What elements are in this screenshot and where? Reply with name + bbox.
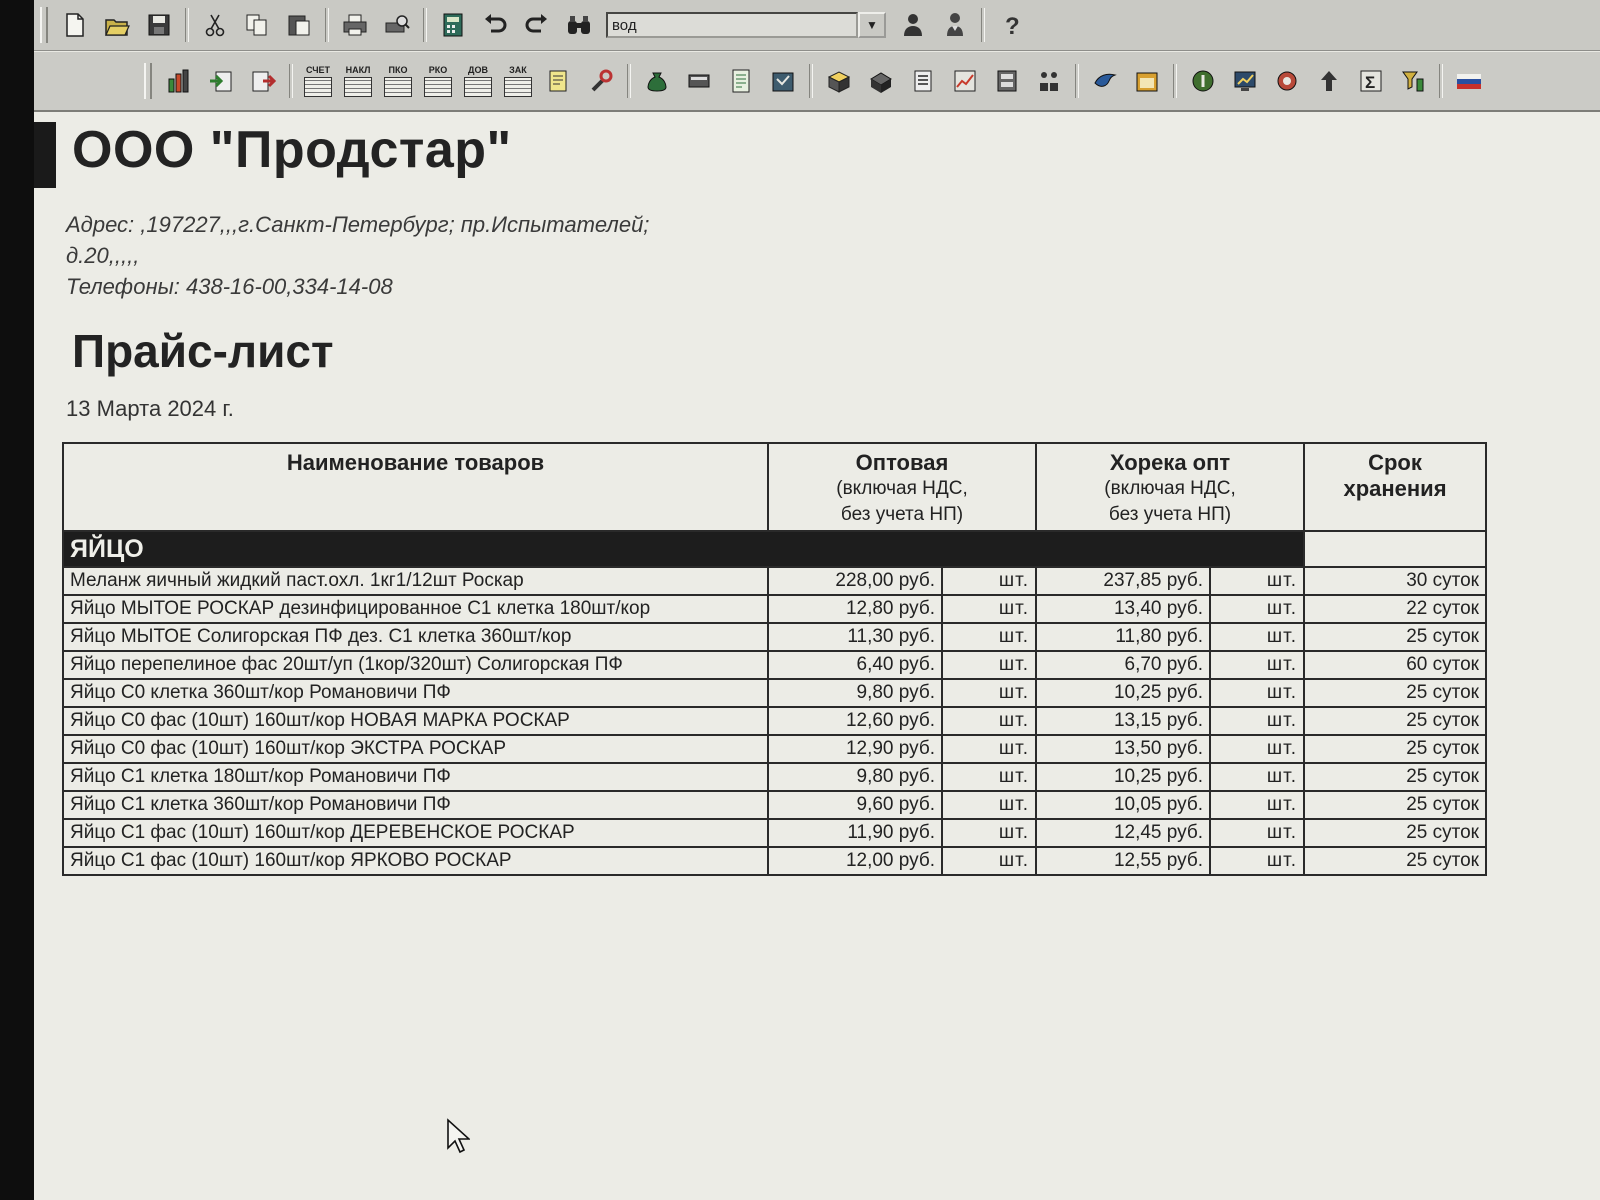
toolbar-separator bbox=[325, 8, 329, 42]
standard-toolbar bbox=[34, 0, 1600, 51]
expense-order-button[interactable] bbox=[422, 64, 454, 98]
price-table bbox=[62, 442, 1487, 876]
stats-button[interactable] bbox=[161, 63, 197, 99]
invoice-label: СЧЕТ bbox=[305, 65, 331, 75]
horeca-price-cell: 6,70 руб. bbox=[1036, 651, 1210, 679]
shelf-life-cell: 25 суток bbox=[1304, 791, 1486, 819]
wholesale-unit-cell: шт. bbox=[942, 595, 1036, 623]
horeca-unit-cell: шт. bbox=[1210, 679, 1304, 707]
wholesale-price-cell: 12,80 руб. bbox=[768, 595, 942, 623]
cut-button[interactable] bbox=[197, 7, 233, 43]
column-header-horeca-note-1: (включая НДС, bbox=[1104, 478, 1236, 499]
import-button[interactable] bbox=[203, 63, 239, 99]
column-header-shelf-life-line-2: хранения bbox=[1343, 476, 1447, 501]
table-row[interactable] bbox=[63, 679, 1486, 707]
print-button[interactable] bbox=[337, 7, 373, 43]
cash-icon bbox=[685, 67, 713, 95]
wholesale-price-cell: 228,00 руб. bbox=[768, 567, 942, 595]
cut-icon bbox=[201, 11, 229, 39]
shelf-life-cell: 25 суток bbox=[1304, 735, 1486, 763]
table-row[interactable] bbox=[63, 847, 1486, 875]
redo-icon bbox=[523, 11, 551, 39]
price-list-icon bbox=[909, 67, 937, 95]
wholesale-price-cell: 11,30 руб. bbox=[768, 623, 942, 651]
column-header-horeca-note-2: без учета НП) bbox=[1108, 504, 1232, 525]
mouse-cursor-icon bbox=[446, 1118, 470, 1154]
wholesale-price-cell: 12,90 руб. bbox=[768, 735, 942, 763]
product-name-cell: Яйцо С1 фас (10шт) 160шт/кор ЯРКОВО РОСКАР bbox=[63, 847, 768, 875]
search-input[interactable] bbox=[606, 12, 858, 38]
column-header-wholesale bbox=[768, 443, 1036, 531]
sigma-icon bbox=[1357, 67, 1385, 95]
users-button[interactable] bbox=[937, 7, 973, 43]
wholesale-price-cell: 6,40 руб. bbox=[768, 651, 942, 679]
undo-icon bbox=[481, 11, 509, 39]
toolbar-separator bbox=[1173, 64, 1177, 98]
table-row[interactable] bbox=[63, 651, 1486, 679]
document-icon bbox=[464, 77, 492, 97]
upload-button[interactable] bbox=[1311, 63, 1347, 99]
table-row[interactable] bbox=[63, 595, 1486, 623]
svg-text:?: ? bbox=[1005, 13, 1020, 39]
receipt-order-button[interactable] bbox=[382, 64, 414, 98]
table-row[interactable] bbox=[63, 819, 1486, 847]
shelf-life-cell: 30 суток bbox=[1304, 567, 1486, 595]
shelf-life-cell: 25 суток bbox=[1304, 623, 1486, 651]
toolbar-separator bbox=[289, 64, 293, 98]
bird-icon bbox=[1091, 67, 1119, 95]
users-icon bbox=[941, 11, 969, 39]
table-row[interactable] bbox=[63, 707, 1486, 735]
info-icon bbox=[1189, 67, 1217, 95]
column-header-shelf-life bbox=[1304, 443, 1486, 531]
product-name-cell: Яйцо С1 клетка 180шт/кор Романовичи ПФ bbox=[63, 763, 768, 791]
horeca-unit-cell: шт. bbox=[1210, 623, 1304, 651]
search-combo[interactable] bbox=[606, 10, 886, 40]
document-date: 13 Марта 2024 г. bbox=[66, 396, 234, 421]
document-icon bbox=[504, 77, 532, 97]
calculator-button[interactable] bbox=[435, 7, 471, 43]
horeca-price-cell: 11,80 руб. bbox=[1036, 623, 1210, 651]
paste-icon bbox=[285, 11, 313, 39]
paste-button[interactable] bbox=[281, 7, 317, 43]
expense-order-label: РКО bbox=[428, 65, 448, 75]
horeca-unit-cell: шт. bbox=[1210, 595, 1304, 623]
mail-button[interactable] bbox=[1087, 63, 1123, 99]
copy-icon bbox=[243, 11, 271, 39]
address-line-1: Адрес: ,197227,,,г.Санкт-Петербург; пр.Испытателей; bbox=[66, 212, 650, 237]
product-name-cell: Яйцо С0 фас (10шт) 160шт/кор ЭКСТРА РОСКАР bbox=[63, 735, 768, 763]
product-name-cell: Яйцо МЫТОЕ РОСКАР дезинфицированное С1 клетка 180шт/кор bbox=[63, 595, 768, 623]
print-preview-button[interactable] bbox=[379, 7, 415, 43]
table-header-row bbox=[63, 443, 1486, 531]
document-icon bbox=[384, 77, 412, 97]
column-header-shelf-life-line-1: Срок bbox=[1368, 450, 1422, 475]
export-icon bbox=[249, 67, 277, 95]
upload-icon bbox=[1315, 67, 1343, 95]
product-name-cell: Яйцо С1 клетка 360шт/кор Романовичи ПФ bbox=[63, 791, 768, 819]
shelf-life-cell: 22 суток bbox=[1304, 595, 1486, 623]
notes-icon bbox=[545, 67, 573, 95]
waybill-label: НАКЛ bbox=[345, 65, 371, 75]
waybill-button[interactable] bbox=[342, 64, 374, 98]
settings-button[interactable] bbox=[1269, 63, 1305, 99]
wholesale-unit-cell: шт. bbox=[942, 763, 1036, 791]
app-window bbox=[34, 0, 1600, 1200]
wholesale-unit-cell: шт. bbox=[942, 707, 1036, 735]
order-button[interactable] bbox=[502, 64, 534, 98]
wholesale-unit-cell: шт. bbox=[942, 735, 1036, 763]
receipt-order-label: ПКО bbox=[388, 65, 408, 75]
horeca-unit-cell: шт. bbox=[1210, 651, 1304, 679]
horeca-unit-cell: шт. bbox=[1210, 819, 1304, 847]
column-header-wholesale-note-2: без учета НП) bbox=[840, 504, 964, 525]
table-row[interactable] bbox=[63, 791, 1486, 819]
flag-icon bbox=[1455, 67, 1483, 95]
wholesale-unit-cell: шт. bbox=[942, 819, 1036, 847]
horeca-price-cell: 237,85 руб. bbox=[1036, 567, 1210, 595]
column-header-horeca bbox=[1036, 443, 1304, 531]
save-button[interactable] bbox=[141, 7, 177, 43]
warehouse-icon bbox=[769, 67, 797, 95]
archive-button[interactable] bbox=[989, 63, 1025, 99]
print-preview-icon bbox=[383, 11, 411, 39]
power-of-attorney-button[interactable] bbox=[462, 64, 494, 98]
shelf-life-cell: 25 суток bbox=[1304, 763, 1486, 791]
wholesale-price-cell: 12,60 руб. bbox=[768, 707, 942, 735]
monitor-chart-icon bbox=[1231, 67, 1259, 95]
product-name-cell: Яйцо МЫТОЕ Солигорская ПФ дез. С1 клетка 360шт/кор bbox=[63, 623, 768, 651]
horeca-unit-cell: шт. bbox=[1210, 791, 1304, 819]
people-icon bbox=[1035, 67, 1063, 95]
column-header-wholesale-note-1: (включая НДС, bbox=[836, 478, 968, 499]
goods-button[interactable] bbox=[821, 63, 857, 99]
employees-button[interactable] bbox=[1031, 63, 1067, 99]
open-button[interactable] bbox=[99, 7, 135, 43]
horeca-unit-cell: шт. bbox=[1210, 847, 1304, 875]
column-header-wholesale-label: Оптовая bbox=[855, 450, 949, 475]
report-icon bbox=[727, 67, 755, 95]
toolbar-separator bbox=[627, 64, 631, 98]
table-row[interactable] bbox=[63, 567, 1486, 595]
column-header-name-label: Наименование товаров bbox=[286, 450, 545, 475]
toolbar-separator bbox=[1075, 64, 1079, 98]
horeca-price-cell: 12,55 руб. bbox=[1036, 847, 1210, 875]
warehouse-button[interactable] bbox=[765, 63, 801, 99]
horeca-price-cell: 10,25 руб. bbox=[1036, 763, 1210, 791]
horeca-unit-cell: шт. bbox=[1210, 567, 1304, 595]
filter-button[interactable] bbox=[1395, 63, 1431, 99]
copy-button[interactable] bbox=[239, 7, 275, 43]
packages-button[interactable] bbox=[863, 63, 899, 99]
archive-icon bbox=[993, 67, 1021, 95]
search-dropdown-button[interactable] bbox=[858, 12, 886, 38]
product-name-cell: Яйцо С0 фас (10шт) 160шт/кор НОВАЯ МАРКА РОСКАР bbox=[63, 707, 768, 735]
calculator-icon bbox=[439, 11, 467, 39]
line-chart-icon bbox=[951, 67, 979, 95]
horeca-unit-cell: шт. bbox=[1210, 735, 1304, 763]
documents-toolbar bbox=[34, 52, 1600, 112]
chart-report-button[interactable] bbox=[947, 63, 983, 99]
export-button[interactable] bbox=[245, 63, 281, 99]
shelf-life-cell: 25 суток bbox=[1304, 679, 1486, 707]
horeca-price-cell: 13,15 руб. bbox=[1036, 707, 1210, 735]
power-of-attorney-label: ДОВ bbox=[468, 65, 488, 75]
toolbar-separator bbox=[185, 8, 189, 42]
bar-chart-icon bbox=[165, 67, 193, 95]
document-icon bbox=[344, 77, 372, 97]
new-document-icon bbox=[61, 11, 89, 39]
shelf-life-cell: 60 суток bbox=[1304, 651, 1486, 679]
column-header-name bbox=[63, 443, 768, 531]
address-line-2: д.20,,,,, bbox=[66, 243, 140, 268]
invoice-button[interactable] bbox=[302, 64, 334, 98]
group-row bbox=[63, 531, 1486, 567]
toolbar-separator bbox=[809, 64, 813, 98]
analytics-button[interactable] bbox=[1227, 63, 1263, 99]
print-icon bbox=[341, 11, 369, 39]
import-icon bbox=[207, 67, 235, 95]
company-name: ООО "Продстар" bbox=[72, 121, 512, 179]
wholesale-unit-cell: шт. bbox=[942, 679, 1036, 707]
product-name-cell: Яйцо С0 клетка 360шт/кор Романовичи ПФ bbox=[63, 679, 768, 707]
horeca-price-cell: 13,50 руб. bbox=[1036, 735, 1210, 763]
wholesale-price-cell: 12,00 руб. bbox=[768, 847, 942, 875]
horeca-unit-cell: шт. bbox=[1210, 707, 1304, 735]
horeca-price-cell: 10,25 руб. bbox=[1036, 679, 1210, 707]
save-icon bbox=[145, 11, 173, 39]
price-list-document[interactable] bbox=[34, 112, 1600, 1200]
chevron-down-icon: ▼ bbox=[866, 18, 878, 32]
table-row[interactable] bbox=[63, 735, 1486, 763]
toolbar-separator bbox=[981, 8, 985, 42]
table-row[interactable] bbox=[63, 623, 1486, 651]
user-button[interactable] bbox=[895, 7, 931, 43]
wholesale-unit-cell: шт. bbox=[942, 847, 1036, 875]
wholesale-unit-cell: шт. bbox=[942, 567, 1036, 595]
cash-button[interactable] bbox=[681, 63, 717, 99]
tools-button[interactable] bbox=[583, 63, 619, 99]
product-name-cell: Яйцо С1 фас (10шт) 160шт/кор ДЕРЕВЕНСКОЕ РОСКАР bbox=[63, 819, 768, 847]
gear-icon bbox=[1273, 67, 1301, 95]
undo-button[interactable] bbox=[477, 7, 513, 43]
shelf-life-cell: 25 суток bbox=[1304, 847, 1486, 875]
calendar-button[interactable] bbox=[1129, 63, 1165, 99]
product-name-cell: Меланж яичный жидкий паст.охл. 1кг1/12шт Роскар bbox=[63, 567, 768, 595]
info-button[interactable] bbox=[1185, 63, 1221, 99]
wholesale-unit-cell: шт. bbox=[942, 791, 1036, 819]
horeca-price-cell: 12,45 руб. bbox=[1036, 819, 1210, 847]
horeca-price-cell: 10,05 руб. bbox=[1036, 791, 1210, 819]
product-name-cell: Яйцо перепелиное фас 20шт/уп (1кор/320шт) Солигорская ПФ bbox=[63, 651, 768, 679]
wholesale-price-cell: 9,80 руб. bbox=[768, 679, 942, 707]
open-folder-icon bbox=[103, 11, 131, 39]
toolbar-grip[interactable] bbox=[40, 7, 48, 43]
column-header-horeca-label: Хорека опт bbox=[1109, 450, 1231, 475]
notes-button[interactable] bbox=[541, 63, 577, 99]
new-document-button[interactable] bbox=[57, 7, 93, 43]
price-list-button[interactable] bbox=[905, 63, 941, 99]
document-icon bbox=[304, 77, 332, 97]
screen-bezel bbox=[0, 0, 34, 1200]
toolbar-grip[interactable] bbox=[144, 63, 152, 99]
package-icon bbox=[867, 67, 895, 95]
money-bag-button[interactable] bbox=[639, 63, 675, 99]
wrench-icon bbox=[587, 67, 615, 95]
help-icon bbox=[997, 11, 1025, 39]
shelf-life-cell: 25 суток bbox=[1304, 707, 1486, 735]
toolbar-separator bbox=[1439, 64, 1443, 98]
wholesale-price-cell: 9,80 руб. bbox=[768, 763, 942, 791]
help-button[interactable] bbox=[993, 7, 1029, 43]
wholesale-unit-cell: шт. bbox=[942, 651, 1036, 679]
box-icon bbox=[825, 67, 853, 95]
group-row-empty-cell bbox=[1304, 531, 1486, 567]
wholesale-price-cell: 11,90 руб. bbox=[768, 819, 942, 847]
redo-button[interactable] bbox=[519, 7, 555, 43]
user-icon bbox=[899, 11, 927, 39]
sum-button[interactable] bbox=[1353, 63, 1389, 99]
shelf-life-cell: 25 суток bbox=[1304, 819, 1486, 847]
find-button[interactable] bbox=[561, 7, 597, 43]
report-button[interactable] bbox=[723, 63, 759, 99]
toolbar-separator bbox=[423, 8, 427, 42]
wholesale-unit-cell: шт. bbox=[942, 623, 1036, 651]
document-marker bbox=[34, 122, 56, 188]
filter-icon bbox=[1399, 67, 1427, 95]
table-body bbox=[63, 531, 1486, 875]
wholesale-price-cell: 9,60 руб. bbox=[768, 791, 942, 819]
language-button[interactable] bbox=[1451, 63, 1487, 99]
svg-text:Σ: Σ bbox=[1365, 73, 1376, 92]
binoculars-icon bbox=[565, 11, 593, 39]
group-name: ЯЙЦО bbox=[63, 531, 1304, 567]
phones: Телефоны: 438-16-00,334-14-08 bbox=[66, 274, 393, 299]
document-icon bbox=[424, 77, 452, 97]
order-label: ЗАК bbox=[509, 65, 527, 75]
money-bag-icon bbox=[643, 67, 671, 95]
horeca-price-cell: 13,40 руб. bbox=[1036, 595, 1210, 623]
calendar-icon bbox=[1133, 67, 1161, 95]
document-title: Прайс-лист bbox=[72, 325, 334, 377]
horeca-unit-cell: шт. bbox=[1210, 763, 1304, 791]
table-row[interactable] bbox=[63, 763, 1486, 791]
